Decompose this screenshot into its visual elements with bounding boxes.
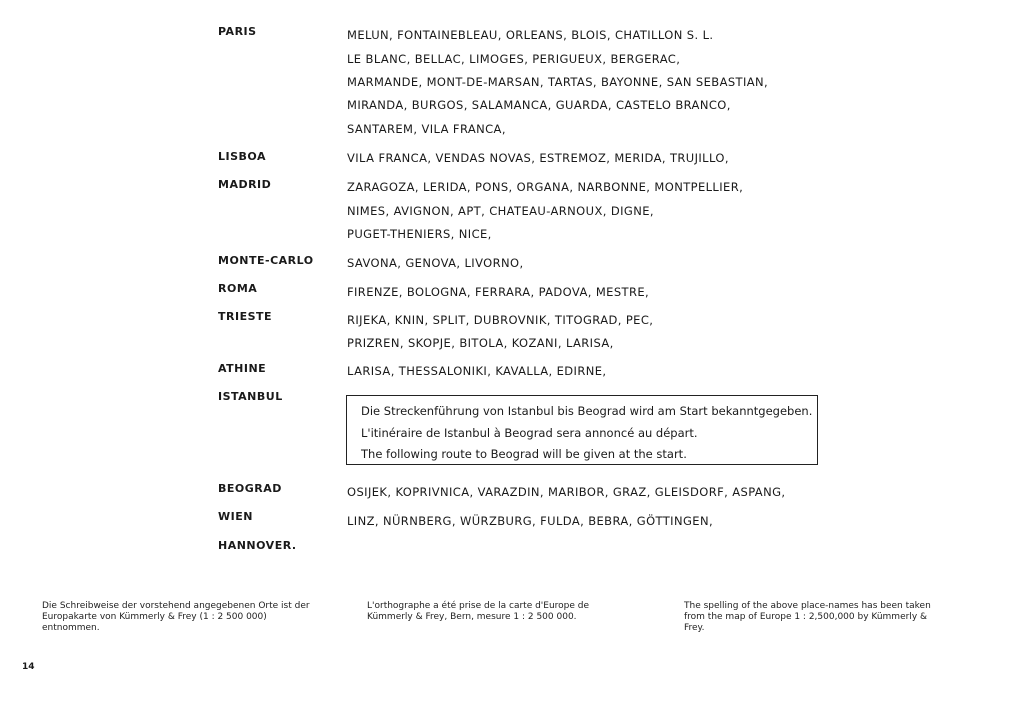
route-line: FIRENZE, BOLOGNA, FERRARA, PADOVA, MESTRE, <box>347 285 650 299</box>
route-line: MELUN, FONTAINEBLEAU, ORLEANS, BLOIS, CHATILLON S. L. <box>347 28 714 42</box>
route-line: VILA FRANCA, VENDAS NOVAS, ESTREMOZ, MERIDA, TRUJILLO, <box>347 151 729 165</box>
route-line: SAVONA, GENOVA, LIVORNO, <box>347 256 524 270</box>
city-madrid: MADRID <box>218 178 272 191</box>
route-line: LARISA, THESSALONIKI, KAVALLA, EDIRNE, <box>347 364 607 378</box>
city-wien: WIEN <box>218 510 253 523</box>
city-paris: PARIS <box>218 25 257 38</box>
route-line: PRIZREN, SKOPJE, BITOLA, KOZANI, LARISA, <box>347 336 614 350</box>
route-line: RIJEKA, KNIN, SPLIT, DUBROVNIK, TITOGRAD, PEC, <box>347 313 654 327</box>
footnote-english: The spelling of the above place-names has been taken from the map of Europe 1 : 2,500,000 by Kümmerly & Frey. <box>684 601 931 633</box>
route-line: PUGET-THENIERS, NICE, <box>347 227 492 241</box>
city-roma: ROMA <box>218 282 258 295</box>
route-notice-box <box>346 395 818 465</box>
route-line: NIMES, AVIGNON, APT, CHATEAU-ARNOUX, DIGNE, <box>347 204 654 218</box>
route-line: SANTAREM, VILA FRANCA, <box>347 122 506 136</box>
route-line: ZARAGOZA, LERIDA, PONS, ORGANA, NARBONNE, MONTPELLIER, <box>347 180 744 194</box>
city-lisboa: LISBOA <box>218 150 266 163</box>
city-athine: ATHINE <box>218 362 267 375</box>
notice-english: The following route to Beograd will be given at the start. <box>361 447 687 461</box>
city-istanbul: ISTANBUL <box>218 390 283 403</box>
route-line: OSIJEK, KOPRIVNICA, VARAZDIN, MARIBOR, GRAZ, GLEISDORF, ASPANG, <box>347 485 786 499</box>
route-line: MIRANDA, BURGOS, SALAMANCA, GUARDA, CASTELO BRANCO, <box>347 98 731 112</box>
footnote-german: Die Schreibweise der vorstehend angegebenen Orte ist der Europakarte von Kümmerly & Frey (1 : 2 500 000) entnommen. <box>42 601 310 633</box>
city-hannover: HANNOVER. <box>218 539 297 552</box>
city-monte-carlo: MONTE-CARLO <box>218 254 314 267</box>
page-number: 14 <box>22 662 35 672</box>
footnote-french: L'orthographe a été prise de la carte d'Europe de Kümmerly & Frey, Bern, mesure 1 : 2 500 000. <box>367 601 590 622</box>
route-line: LE BLANC, BELLAC, LIMOGES, PERIGUEUX, BERGERAC, <box>347 52 681 66</box>
notice-german: Die Streckenführung von Istanbul bis Beograd wird am Start bekanntgegeben. <box>361 404 813 418</box>
route-line: MARMANDE, MONT-DE-MARSAN, TARTAS, BAYONNE, SAN SEBASTIAN, <box>347 75 769 89</box>
notice-french: L'itinéraire de Istanbul à Beograd sera annoncé au départ. <box>361 426 698 440</box>
route-line: LINZ, NÜRNBERG, WÜRZBURG, FULDA, BEBRA, GÖTTINGEN, <box>347 514 714 528</box>
city-trieste: TRIESTE <box>218 310 273 323</box>
city-beograd: BEOGRAD <box>218 482 282 495</box>
